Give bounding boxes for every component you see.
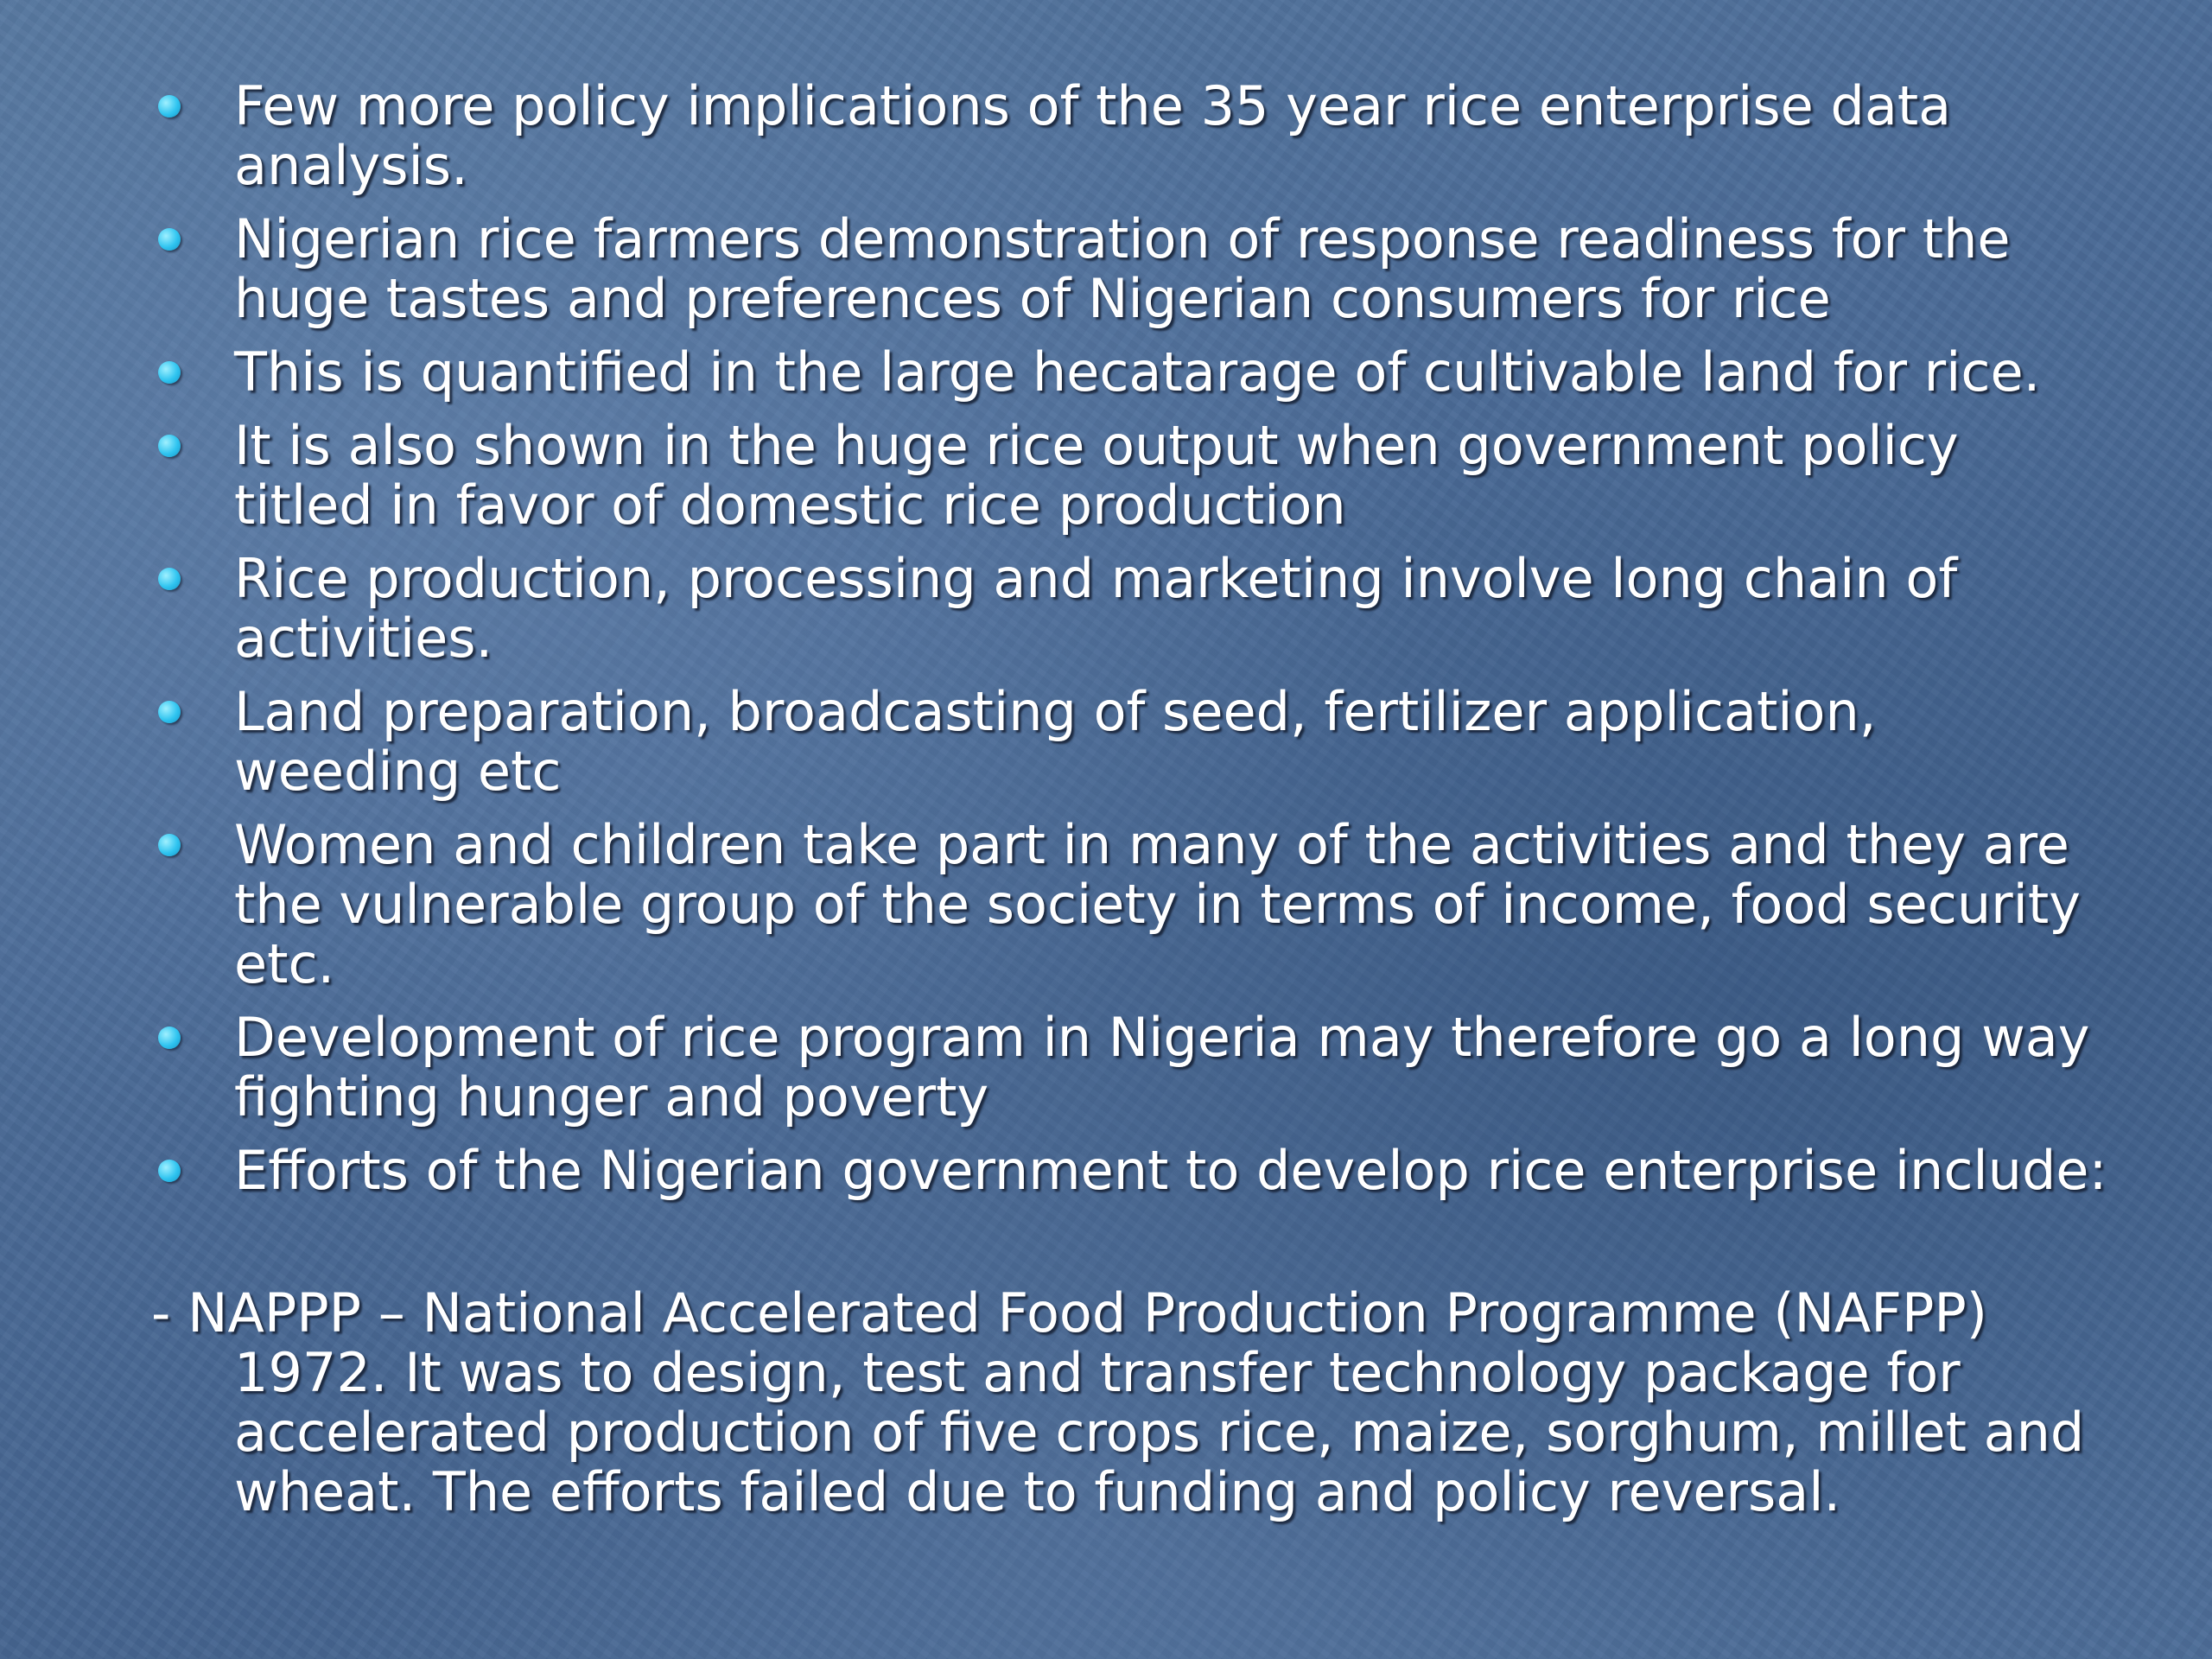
bullet-dot-icon [158,568,181,590]
bullet-item [151,815,2113,994]
bullet-text: This is quantified in the large hecatarage of cultivable land for rice. [234,340,2041,404]
bullet-dot-icon [158,834,181,856]
nafpp-note: - NAPPP – National Accelerated Food Production Programme (NAFPP) 1972. It was to design, test and transfer technology package for accelerated production of five crops rice, maize, sorghum, millet and wheat. The efforts failed due to funding and policy reversal. [151,1281,2085,1523]
bullet-dot-icon [158,1160,181,1182]
bullet-item [151,682,2113,801]
bullet-text: It is also shown in the huge rice output when government policy titled in favor of domestic rice production [234,414,1959,537]
bullet-text: Rice production, processing and marketing involve long chain of activities. [234,547,1958,670]
bullet-dot-icon [158,95,181,118]
bullet-item [151,1141,2113,1200]
bullet-dot-icon [158,1027,181,1049]
bullet-text: Development of rice program in Nigeria may therefore go a long way fighting hunger and poverty [234,1006,2090,1128]
bullet-dot-icon [158,701,181,723]
bullet-item [151,209,2113,328]
bullet-item [151,76,2113,195]
bullet-list [151,76,2113,1200]
bullet-text: Women and children take part in many of the activities and they are the vulnerable group of the society in terms of income, food security etc. [234,813,2081,995]
bullet-dot-icon [158,361,181,384]
bullet-text: Efforts of the Nigerian government to develop rice enterprise include: [234,1139,2107,1202]
bullet-item [151,416,2113,535]
bullet-item [151,549,2113,668]
bullet-item [151,1007,2113,1127]
bullet-dot-icon [158,435,181,457]
bullet-text: Nigerian rice farmers demonstration of response readiness for the huge tastes and preferences of Nigerian consumers for rice [234,207,2011,330]
bullet-text: Land preparation, broadcasting of seed, fertilizer application, weeding etc [234,680,1877,803]
bullet-text: Few more policy implications of the 35 year rice enterprise data analysis. [234,74,1952,197]
slide-content [151,76,2113,1522]
bullet-dot-icon [158,228,181,251]
bullet-item [151,342,2113,402]
